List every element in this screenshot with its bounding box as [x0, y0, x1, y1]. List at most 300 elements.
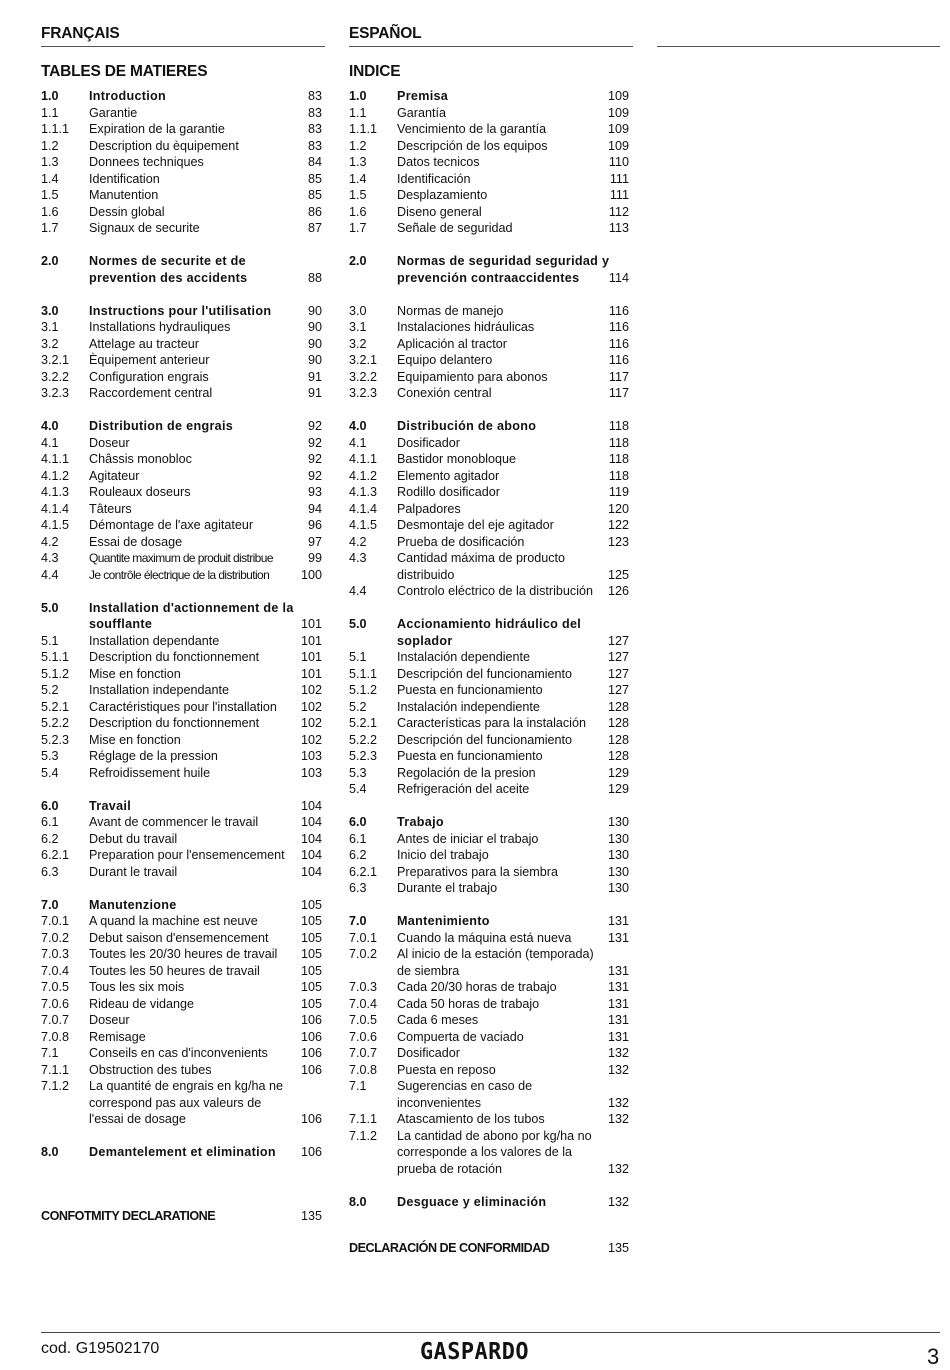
toc-entry-title: Tous les six mois: [89, 980, 185, 994]
toc-entry: [41, 963, 325, 980]
toc-entry-number: 7.0.3: [349, 980, 378, 994]
toc-entry: [349, 1144, 632, 1161]
toc-entry-page: 105: [300, 897, 322, 912]
toc-entry: [349, 567, 632, 584]
toc-entry: [41, 517, 325, 534]
toc-entry: [41, 88, 325, 105]
toc-entry: [349, 336, 632, 353]
toc-entry-number: 4.1.1: [41, 452, 70, 466]
toc-entry-number: 6.2: [41, 831, 59, 846]
toc-entry-title: Agitateur: [89, 468, 140, 483]
toc-entry-number: 6.0: [349, 815, 367, 829]
toc-entry-number: 4.0: [41, 419, 59, 433]
toc-entry: [41, 946, 325, 963]
toc-entry-number: 5.3: [41, 749, 59, 763]
toc-entry-page: 127: [607, 666, 629, 681]
toc-entry-title: Instalación independiente: [397, 699, 540, 714]
toc-entry-page: 106: [300, 1062, 322, 1077]
toc-entry-number: 3.0: [349, 303, 367, 318]
toc-entry: [349, 913, 632, 930]
toc-entry-title: Antes de iniciar el trabajo: [397, 831, 539, 846]
toc-entry-page: 111: [609, 171, 629, 186]
toc-entry-number: 5.2.2: [349, 732, 378, 747]
toc-entry-number: 1.1: [349, 105, 367, 120]
toc-entry: [349, 517, 632, 534]
toc-entry-page: 106: [300, 1046, 322, 1060]
toc-entry: [41, 484, 325, 501]
toc-entry-number: 1.7: [349, 221, 367, 235]
toc-entry-title: Conexión central: [397, 386, 492, 400]
toc-entry-page: 116: [608, 353, 629, 367]
toc-entry-number: 7.0.1: [349, 930, 378, 945]
toc-entry-title: Identificación: [397, 171, 471, 186]
toc-entry-page: 90: [307, 353, 322, 367]
toc-entry-number: 1.2: [349, 138, 367, 153]
toc-entry-title: Normes de securite et de: [89, 254, 246, 268]
toc-entry: [349, 204, 632, 221]
toc-entry-page: 131: [607, 1029, 629, 1044]
toc-entry-page: 113: [608, 221, 629, 235]
toc-entry-title: Equipo delantero: [397, 353, 493, 367]
toc-entry-number: 5.1: [349, 650, 367, 664]
toc-entry-page: 87: [307, 221, 322, 235]
toc-entry: [349, 781, 632, 798]
toc-entry-page: 131: [607, 914, 629, 928]
toc-entry-page: 86: [307, 204, 322, 219]
toc-entry-title: Tâteurs: [89, 501, 132, 516]
toc-entry-title: Trabajo: [397, 815, 444, 829]
toc-entry-title: Prueba de dosificación: [397, 534, 525, 549]
toc-entry-title: Essai de dosage: [89, 534, 183, 549]
toc-entry: [349, 765, 632, 782]
toc-entry-page: 120: [607, 501, 629, 516]
toc-entry-title: Debut saison d'ensemencement: [89, 930, 269, 945]
toc-entry-title: Normas de manejo: [397, 303, 504, 318]
toc-entry-title: Accionamiento hidráulico del: [397, 617, 582, 631]
third-column-rule: [657, 46, 940, 47]
toc-entry-number: 2.0: [349, 254, 367, 268]
toc-entry-number: 4.1.2: [41, 468, 70, 483]
toc-entry-title: Sugerencias en caso de: [397, 1079, 533, 1093]
toc-entry-title: Expiration de la garantie: [89, 122, 225, 136]
toc-entry: [349, 468, 632, 485]
toc-entry-page: 129: [607, 782, 629, 796]
toc-entry-title: Cantidad máxima de producto: [397, 551, 566, 565]
toc-entry-number: 2.0: [41, 254, 59, 268]
toc-entry-title: Description du èquipement: [89, 138, 239, 153]
toc-entry-title: Cada 50 horas de trabajo: [397, 996, 540, 1011]
french-toc-list: [41, 88, 325, 1161]
toc-entry-number: 7.0.7: [349, 1046, 378, 1060]
toc-entry: [349, 1128, 632, 1145]
toc-entry: [349, 253, 632, 270]
toc-entry-page: 131: [607, 996, 629, 1011]
toc-entry-page: 90: [307, 303, 322, 318]
toc-entry-number: 5.2.3: [349, 749, 378, 763]
gaspardo-logo: GASPARDO: [420, 1339, 530, 1365]
toc-entry-number: 4.4: [349, 584, 367, 598]
toc-entry-page: 127: [607, 683, 629, 697]
toc-entry-title: Cada 20/30 horas de trabajo: [397, 980, 557, 994]
toc-entry: [41, 996, 325, 1013]
toc-entry: [41, 154, 325, 171]
toc-entry-title: Mise en fonction: [89, 666, 181, 681]
toc-entry-title: Datos tecnicos: [397, 155, 480, 169]
toc-entry-number: 6.3: [41, 864, 59, 879]
toc-entry: [41, 814, 325, 831]
toc-entry-title: Equipamiento para abonos: [397, 369, 548, 384]
toc-entry: [349, 1012, 632, 1029]
toc-entry: [349, 484, 632, 501]
toc-entry-number: 7.0.5: [41, 980, 70, 994]
toc-entry-page: 101: [300, 617, 322, 631]
toc-entry-page: 101: [300, 650, 322, 664]
toc-entry-number: 8.0: [41, 1145, 59, 1159]
toc-entry-title: Quantite maximum de produit distribue: [89, 551, 273, 565]
toc-entry: [349, 105, 632, 122]
toc-entry-title: Dessin global: [89, 204, 165, 219]
toc-entry-page: 132: [607, 1194, 629, 1209]
toc-entry: [41, 369, 325, 386]
toc-entry-number: 4.1.4: [41, 501, 70, 516]
toc-entry: [349, 1029, 632, 1046]
toc-entry-title: Introduction: [89, 89, 167, 103]
toc-entry-number: 1.5: [349, 188, 367, 202]
toc-entry-number: 4.0: [349, 419, 367, 433]
toc-entry: [349, 649, 632, 666]
toc-entry-number: 6.1: [349, 831, 367, 846]
toc-entry: [349, 979, 632, 996]
toc-entry-number: 5.1.2: [349, 683, 378, 697]
toc-entry-page: 118: [608, 452, 629, 466]
toc-entry-number: 5.2.1: [41, 699, 70, 714]
toc-entry-number: 1.1.1: [41, 122, 70, 136]
toc-entry-page: 132: [607, 1046, 629, 1060]
toc-entry: [41, 385, 325, 402]
toc-entry-title: Configuration engrais: [89, 369, 209, 384]
toc-entry-page: 119: [608, 485, 629, 499]
toc-entry-title: Preparation pour l'ensemencement: [89, 848, 285, 862]
toc-entry-title: Rouleaux doseurs: [89, 485, 191, 499]
toc-entry-number: 3.2.3: [41, 386, 70, 400]
toc-entry-number: 7.0.8: [349, 1062, 378, 1077]
toc-entry-title: Refroidissement huile: [89, 765, 211, 780]
toc-entry-number: 1.5: [41, 188, 59, 202]
toc-entry-title: La quantité de engrais en kg/ha ne: [89, 1079, 283, 1093]
toc-entry-title: soplador: [397, 633, 453, 648]
toc-entry-number: 5.2.3: [41, 732, 70, 747]
toc-entry: [349, 1062, 632, 1079]
toc-entry-number: 1.1: [41, 105, 59, 120]
toc-entry-title: Demantelement et elimination: [89, 1145, 276, 1159]
toc-entry-title: Rodillo dosificador: [397, 485, 500, 499]
toc-entry-title: Mise en fonction: [89, 732, 181, 747]
toc-entry-title: Description du fonctionnement: [89, 716, 260, 730]
toc-entry: [349, 583, 632, 600]
toc-entry-page: 102: [300, 683, 322, 697]
french-declaration-page: 135: [300, 1209, 322, 1223]
toc-entry-number: 4.1.5: [349, 518, 378, 532]
toc-entry: [41, 352, 325, 369]
toc-entry-number: 3.1: [41, 320, 59, 334]
toc-entry-number: 3.2: [349, 336, 367, 351]
toc-entry-page: 123: [607, 534, 629, 549]
toc-entry-page: 101: [300, 633, 322, 648]
toc-entry-title: Dosificador: [397, 435, 460, 450]
toc-entry-page: 128: [607, 716, 629, 730]
toc-entry: [349, 748, 632, 765]
toc-entry: [41, 979, 325, 996]
toc-entry-title: Obstruction des tubes: [89, 1062, 212, 1077]
toc-entry-title: Compuerta de vaciado: [397, 1029, 524, 1044]
toc-entry-title: Instalaciones hidráulicas: [397, 320, 535, 334]
toc-entry-page: 109: [607, 89, 629, 103]
toc-entry-number: 7.0: [349, 914, 367, 928]
toc-entry-title: Installation d'actionnement de la: [89, 600, 294, 615]
toc-entry-number: 5.4: [349, 782, 367, 796]
toc-entry-number: 1.0: [349, 89, 367, 103]
toc-entry-number: 5.1.1: [349, 666, 378, 681]
toc-entry: [41, 600, 325, 617]
toc-entry: [349, 1161, 632, 1178]
toc-entry-page: 102: [300, 699, 322, 714]
toc-entry-title: prevention des accidents: [89, 270, 248, 285]
toc-entry-page: 116: [608, 336, 629, 351]
toc-entry: [349, 187, 632, 204]
toc-entry-title: Normas de seguridad seguridad y: [397, 254, 610, 268]
toc-entry-page: 92: [307, 435, 322, 450]
toc-entry-number: 7.0.7: [41, 1013, 70, 1027]
toc-entry-page: 128: [607, 732, 629, 747]
toc-entry-number: 1.4: [41, 171, 59, 186]
toc-entry: [41, 204, 325, 221]
toc-entry-number: 4.1.2: [349, 468, 378, 483]
toc-entry-title: Regolación de la presion: [397, 765, 536, 780]
toc-entry-page: 102: [300, 716, 322, 730]
toc-entry: [349, 171, 632, 188]
toc-entry-page: 109: [607, 138, 629, 153]
toc-entry-title: Puesta en reposo: [397, 1062, 496, 1077]
toc-entry: [41, 930, 325, 947]
toc-entry-page: 127: [607, 650, 629, 664]
toc-entry-title: Attelage au tracteur: [89, 336, 199, 351]
toc-entry-page: 105: [300, 947, 322, 961]
toc-entry: [41, 1029, 325, 1046]
toc-entry: [41, 270, 325, 287]
toc-entry-title: Desplazamiento: [397, 188, 488, 202]
spanish-declaration-page: 135: [607, 1241, 629, 1255]
toc-entry-page: 116: [608, 303, 629, 318]
toc-entry: [349, 1111, 632, 1128]
toc-entry: [349, 534, 632, 551]
toc-entry-number: 4.3: [41, 551, 59, 565]
toc-entry-title: Instalación dependiente: [397, 650, 531, 664]
toc-entry: [349, 88, 632, 105]
toc-entry-number: 1.2: [41, 138, 59, 153]
toc-entry-page: 118: [608, 435, 629, 450]
toc-entry-page: 92: [307, 468, 322, 483]
toc-entry: [41, 715, 325, 732]
toc-entry-number: 4.1.4: [349, 501, 378, 516]
toc-entry-page: 132: [607, 1161, 629, 1176]
toc-entry-page: 106: [300, 1145, 322, 1159]
toc-entry-title: Puesta en funcionamiento: [397, 683, 543, 697]
toc-entry-number: 4.1.1: [349, 452, 378, 466]
toc-entry-number: 3.2: [41, 336, 59, 351]
toc-entry: [41, 666, 325, 683]
footer-rule: [41, 1332, 940, 1333]
toc-entry: [41, 847, 325, 864]
toc-entry: [349, 319, 632, 336]
toc-entry-number: 7.0.4: [41, 963, 70, 978]
toc-entry: [349, 847, 632, 864]
toc-entry: [41, 633, 325, 650]
toc-entry-page: 106: [300, 1013, 322, 1027]
toc-entry: [41, 138, 325, 155]
toc-entry: [41, 303, 325, 320]
toc-entry-title: Donnees techniques: [89, 155, 204, 169]
toc-entry: [41, 253, 325, 270]
toc-entry: [41, 1012, 325, 1029]
toc-entry: [41, 748, 325, 765]
toc-entry-title: Diseno general: [397, 204, 482, 219]
toc-entry-title: Palpadores: [397, 501, 461, 516]
toc-entry-number: 6.2: [349, 848, 367, 862]
toc-entry: [349, 1078, 632, 1095]
toc-entry-page: 85: [307, 171, 322, 186]
toc-entry: [349, 1194, 632, 1211]
toc-entry-page: 83: [307, 105, 322, 120]
toc-entry-page: 103: [300, 765, 322, 780]
toc-entry-title: Toutes les 20/30 heures de travail: [89, 947, 278, 961]
toc-entry-number: 4.1: [349, 435, 367, 450]
toc-entry-title: Cada 6 meses: [397, 1013, 479, 1027]
toc-entry: [41, 319, 325, 336]
toc-entry-title: Bastidor monobloque: [397, 452, 517, 466]
toc-entry-number: 5.0: [41, 600, 59, 615]
toc-entry-page: 117: [608, 369, 629, 384]
toc-entry: [41, 798, 325, 815]
toc-entry-page: 104: [300, 798, 322, 813]
toc-entry: [41, 913, 325, 930]
toc-entry-number: 7.1.1: [41, 1062, 70, 1077]
toc-entry-number: 5.4: [41, 765, 59, 780]
toc-entry-title: A quand la machine est neuve: [89, 914, 258, 928]
toc-entry-page: 118: [608, 468, 629, 483]
toc-entry-number: 5.2: [349, 699, 367, 714]
toc-entry-number: 3.2.3: [349, 386, 378, 400]
toc-entry-number: 3.1: [349, 320, 367, 334]
toc-entry-page: 90: [307, 320, 322, 334]
toc-entry-page: 125: [607, 567, 629, 582]
toc-entry-page: 130: [607, 815, 629, 829]
toc-entry-title: Installations hydrauliques: [89, 320, 231, 334]
toc-entry-title: Instructions pour l'utilisation: [89, 303, 272, 318]
toc-entry-title: Desguace y eliminación: [397, 1194, 547, 1209]
toc-entry-page: 112: [608, 204, 629, 219]
toc-entry: [41, 732, 325, 749]
toc-entry: [349, 814, 632, 831]
toc-entry-number: 7.0.2: [349, 947, 378, 961]
toc-entry-title: Toutes les 50 heures de travail: [89, 963, 260, 978]
toc-entry-title: prevención contraaccidentes: [397, 270, 580, 285]
toc-entry-page: 92: [307, 419, 322, 433]
toc-entry-page: 96: [307, 518, 322, 532]
toc-entry: [349, 451, 632, 468]
toc-entry: [41, 864, 325, 881]
toc-entry-title: Debut du travail: [89, 831, 178, 846]
toc-entry: [41, 171, 325, 188]
toc-entry: [41, 105, 325, 122]
toc-entry-number: 4.2: [41, 534, 59, 549]
toc-entry-title: Señale de seguridad: [397, 221, 513, 235]
toc-entry-page: 105: [300, 930, 322, 945]
toc-entry-number: 7.0.3: [41, 947, 70, 961]
toc-entry-title: Démontage de l'axe agitateur: [89, 518, 254, 532]
toc-entry: [349, 1045, 632, 1062]
toc-entry-page: 132: [607, 1112, 629, 1126]
toc-entry-page: 88: [307, 270, 322, 285]
toc-entry: [349, 550, 632, 567]
toc-entry: [41, 1045, 325, 1062]
toc-entry-number: 5.2: [41, 683, 59, 697]
toc-entry-page: 126: [607, 584, 629, 598]
toc-entry-title: Descripción del funcionamiento: [397, 732, 573, 747]
toc-entry-title: Desmontaje del eje agitador: [397, 518, 554, 532]
toc-entry: [349, 946, 632, 963]
toc-entry: [41, 699, 325, 716]
toc-entry-page: 131: [607, 963, 629, 978]
toc-entry-title: correspond pas aux valeurs de: [89, 1095, 262, 1110]
toc-entry-number: 4.1.3: [349, 485, 378, 499]
toc-entry-title: prueba de rotación: [397, 1161, 503, 1176]
toc-entry-page: 130: [607, 864, 629, 879]
toc-entry-number: 7.0.6: [349, 1029, 378, 1044]
toc-entry: [349, 121, 632, 138]
toc-entry-number: 1.3: [349, 155, 367, 169]
toc-entry-number: 1.1.1: [349, 122, 378, 136]
toc-entry: [349, 352, 632, 369]
toc-entry-number: 7.1.2: [41, 1079, 70, 1093]
toc-entry: [41, 534, 325, 551]
toc-entry-title: Installation dependante: [89, 633, 220, 648]
toc-entry-title: Premisa: [397, 89, 449, 103]
toc-entry-page: 105: [300, 914, 322, 928]
toc-entry-title: Durant le travail: [89, 864, 178, 879]
toc-entry-page: 114: [608, 270, 629, 285]
toc-entry-number: 5.1: [41, 633, 59, 648]
toc-entry-number: 4.3: [349, 551, 367, 565]
french-declaration-entry: [41, 1208, 325, 1224]
toc-entry: [349, 154, 632, 171]
toc-entry: [349, 732, 632, 749]
toc-entry-page: 110: [608, 155, 629, 169]
toc-entry-number: 6.2.1: [41, 848, 70, 862]
toc-entry-page: 104: [300, 864, 322, 879]
toc-entry-number: 1.4: [349, 171, 367, 186]
toc-entry: [41, 121, 325, 138]
toc-entry-page: 105: [300, 963, 322, 978]
toc-entry: [349, 1095, 632, 1112]
toc-entry-page: 94: [307, 501, 322, 516]
toc-entry-title: Garantie: [89, 105, 138, 120]
toc-entry-title: Aplicación al tractor: [397, 336, 507, 351]
toc-entry-page: 101: [300, 666, 322, 681]
spanish-language-heading: ESPAÑOL: [349, 25, 422, 42]
toc-entry: [41, 1062, 325, 1079]
toc-entry: [349, 418, 632, 435]
french-heading-rule: [41, 46, 325, 47]
